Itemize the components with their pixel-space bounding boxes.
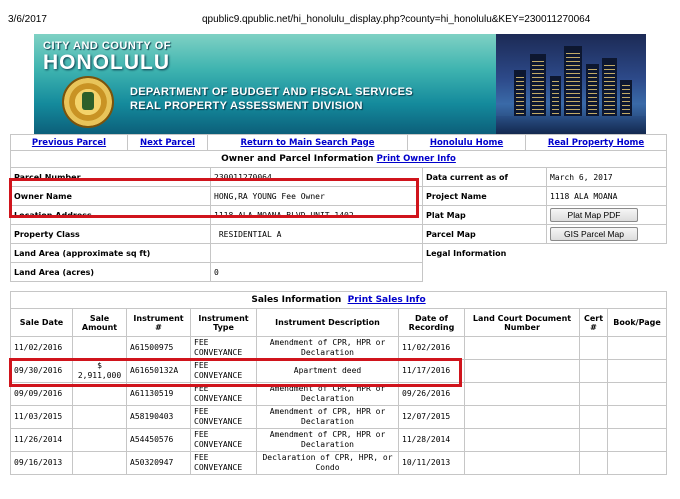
table-row xyxy=(11,337,667,360)
sale-amount-cell xyxy=(73,383,127,406)
col-header-instrument-number: Instrument # xyxy=(127,309,191,337)
recording-date-cell: 12/07/2015 xyxy=(399,406,465,429)
data-current-label: Data current as of xyxy=(423,168,547,187)
table-row xyxy=(11,383,667,406)
sale-amount-cell xyxy=(73,406,127,429)
print-owner-info-link[interactable]: Print Owner Info xyxy=(376,154,456,164)
col-header-date-of-recording: Date of Recording xyxy=(399,309,465,337)
harbor-water xyxy=(496,116,646,134)
instrument-description-cell: Amendment of CPR, HPR or Declaration xyxy=(257,406,399,429)
instrument-number-cell: A61130519 xyxy=(127,383,191,406)
book-page-cell xyxy=(608,452,667,475)
land-court-cell xyxy=(465,406,580,429)
book-page-cell xyxy=(608,337,667,360)
cert-cell xyxy=(580,406,608,429)
col-header-sale-date: Sale Date xyxy=(11,309,73,337)
instrument-number-cell: A61650132A xyxy=(127,360,191,383)
recording-date-cell: 11/28/2014 xyxy=(399,429,465,452)
sales-information-table xyxy=(10,291,667,475)
previous-parcel-link[interactable]: Previous Parcel xyxy=(31,137,107,148)
instrument-description-cell: Amendment of CPR, HPR or Declaration xyxy=(257,383,399,406)
instrument-number-cell: A58190403 xyxy=(127,406,191,429)
parcel-map-label: Parcel Map xyxy=(423,225,547,244)
sales-section-header xyxy=(11,292,667,309)
instrument-type-cell: FEE CONVEYANCE xyxy=(191,337,257,360)
land-court-cell xyxy=(465,429,580,452)
real-property-home-link[interactable]: Real Property Home xyxy=(547,137,645,148)
instrument-type-cell: FEE CONVEYANCE xyxy=(191,452,257,475)
recording-date-cell: 09/26/2016 xyxy=(399,383,465,406)
instrument-type-cell: FEE CONVEYANCE xyxy=(191,383,257,406)
sale-amount-cell xyxy=(73,337,127,360)
instrument-description-cell: Apartment deed xyxy=(257,360,399,383)
plat-map-label: Plat Map xyxy=(423,206,547,225)
sale-amount-cell xyxy=(73,452,127,475)
honolulu-banner xyxy=(34,34,646,134)
cert-cell xyxy=(580,452,608,475)
instrument-number-cell: A50320947 xyxy=(127,452,191,475)
print-sales-info-link[interactable]: Print Sales Info xyxy=(347,295,426,305)
honolulu-home-link[interactable]: Honolulu Home xyxy=(429,137,504,148)
legal-information-value xyxy=(423,263,667,282)
cert-cell xyxy=(580,429,608,452)
land-area-acres-value: 0 xyxy=(211,263,423,282)
sale-date-cell: 11/02/2016 xyxy=(11,337,73,360)
book-page-cell xyxy=(608,383,667,406)
print-date: 3/6/2017 xyxy=(8,14,47,25)
instrument-type-cell: FEE CONVEYANCE xyxy=(191,360,257,383)
land-court-cell xyxy=(465,383,580,406)
instrument-description-cell: Declaration of CPR, HPR, or Condo xyxy=(257,452,399,475)
banner-city-and-county: CITY AND COUNTY OF xyxy=(43,40,171,52)
col-header-land-court-document: Land Court Document Number xyxy=(465,309,580,337)
book-page-cell xyxy=(608,429,667,452)
col-header-instrument-type: Instrument Type xyxy=(191,309,257,337)
recording-date-cell: 11/02/2016 xyxy=(399,337,465,360)
project-name-label: Project Name xyxy=(423,187,547,206)
land-court-cell xyxy=(465,360,580,383)
recording-date-cell: 10/11/2013 xyxy=(399,452,465,475)
print-url: qpublic9.qpublic.net/hi_honolulu_display.php?county=hi_honolulu&KEY=230011270064 xyxy=(202,14,591,25)
banner-division: REAL PROPERTY ASSESSMENT DIVISION xyxy=(130,100,363,112)
col-header-instrument-description: Instrument Description xyxy=(257,309,399,337)
book-page-cell xyxy=(608,360,667,383)
plat-map-pdf-button[interactable]: Plat Map PDF xyxy=(550,208,638,222)
navigation-bar xyxy=(10,134,667,151)
print-header xyxy=(8,14,672,28)
land-court-cell xyxy=(465,337,580,360)
banner-honolulu: HONOLULU xyxy=(43,51,170,74)
location-address-value: 1118 ALA MOANA BLVD UNIT 1402 xyxy=(211,206,423,225)
owner-parcel-table xyxy=(10,150,667,282)
sale-amount-cell: $ 2,911,000 xyxy=(73,360,127,383)
table-row xyxy=(11,452,667,475)
cert-cell xyxy=(580,360,608,383)
land-area-acres-label: Land Area (acres) xyxy=(11,263,211,282)
cert-cell xyxy=(580,337,608,360)
instrument-description-cell: Amendment of CPR, HPR or Declaration xyxy=(257,429,399,452)
col-header-sale-amount: Sale Amount xyxy=(73,309,127,337)
banner-department: DEPARTMENT OF BUDGET AND FISCAL SERVICES xyxy=(130,86,413,98)
property-class-label: Property Class xyxy=(11,225,211,244)
owner-section-header xyxy=(11,151,667,168)
instrument-type-cell: FEE CONVEYANCE xyxy=(191,406,257,429)
instrument-type-cell: FEE CONVEYANCE xyxy=(191,429,257,452)
sale-date-cell: 11/26/2014 xyxy=(11,429,73,452)
city-seal-icon xyxy=(62,76,114,128)
owner-name-value: HONG,RA YOUNG Fee Owner xyxy=(211,187,423,206)
instrument-description-cell: Amendment of CPR, HPR or Declaration xyxy=(257,337,399,360)
sales-section-title: Sales Information xyxy=(251,295,342,305)
parcel-number-value: 230011270064 xyxy=(211,168,423,187)
project-name-value: 1118 ALA MOANA xyxy=(547,187,667,206)
land-area-sqft-value xyxy=(211,244,423,263)
table-row xyxy=(11,406,667,429)
legal-information-label: Legal Information xyxy=(423,244,667,263)
cert-cell xyxy=(580,383,608,406)
book-page-cell xyxy=(608,406,667,429)
col-header-book-page: Book/Page xyxy=(608,309,667,337)
sale-date-cell: 09/30/2016 xyxy=(11,360,73,383)
data-current-value: March 6, 2017 xyxy=(547,168,667,187)
parcel-number-label: Parcel Number xyxy=(11,168,211,187)
sale-date-cell: 11/03/2015 xyxy=(11,406,73,429)
sale-amount-cell xyxy=(73,429,127,452)
property-class-text: RESIDENTIAL A xyxy=(218,229,282,239)
instrument-number-cell: A54450576 xyxy=(127,429,191,452)
land-court-cell xyxy=(465,452,580,475)
gis-parcel-map-button[interactable]: GIS Parcel Map xyxy=(550,227,638,241)
main-search-link[interactable]: Return to Main Search Page xyxy=(240,137,375,148)
table-row xyxy=(11,360,667,383)
table-row xyxy=(11,429,667,452)
next-parcel-link[interactable]: Next Parcel xyxy=(139,137,196,148)
owner-section-title: Owner and Parcel Information xyxy=(221,154,374,164)
owner-name-label: Owner Name xyxy=(11,187,211,206)
instrument-number-cell: A61500975 xyxy=(127,337,191,360)
land-area-sqft-label: Land Area (approximate sq ft) xyxy=(11,244,211,263)
sale-date-cell: 09/09/2016 xyxy=(11,383,73,406)
col-header-cert: Cert # xyxy=(580,309,608,337)
sale-date-cell: 09/16/2013 xyxy=(11,452,73,475)
property-class-value xyxy=(211,225,423,244)
recording-date-cell: 11/17/2016 xyxy=(399,360,465,383)
location-address-label: Location Address xyxy=(11,206,211,225)
